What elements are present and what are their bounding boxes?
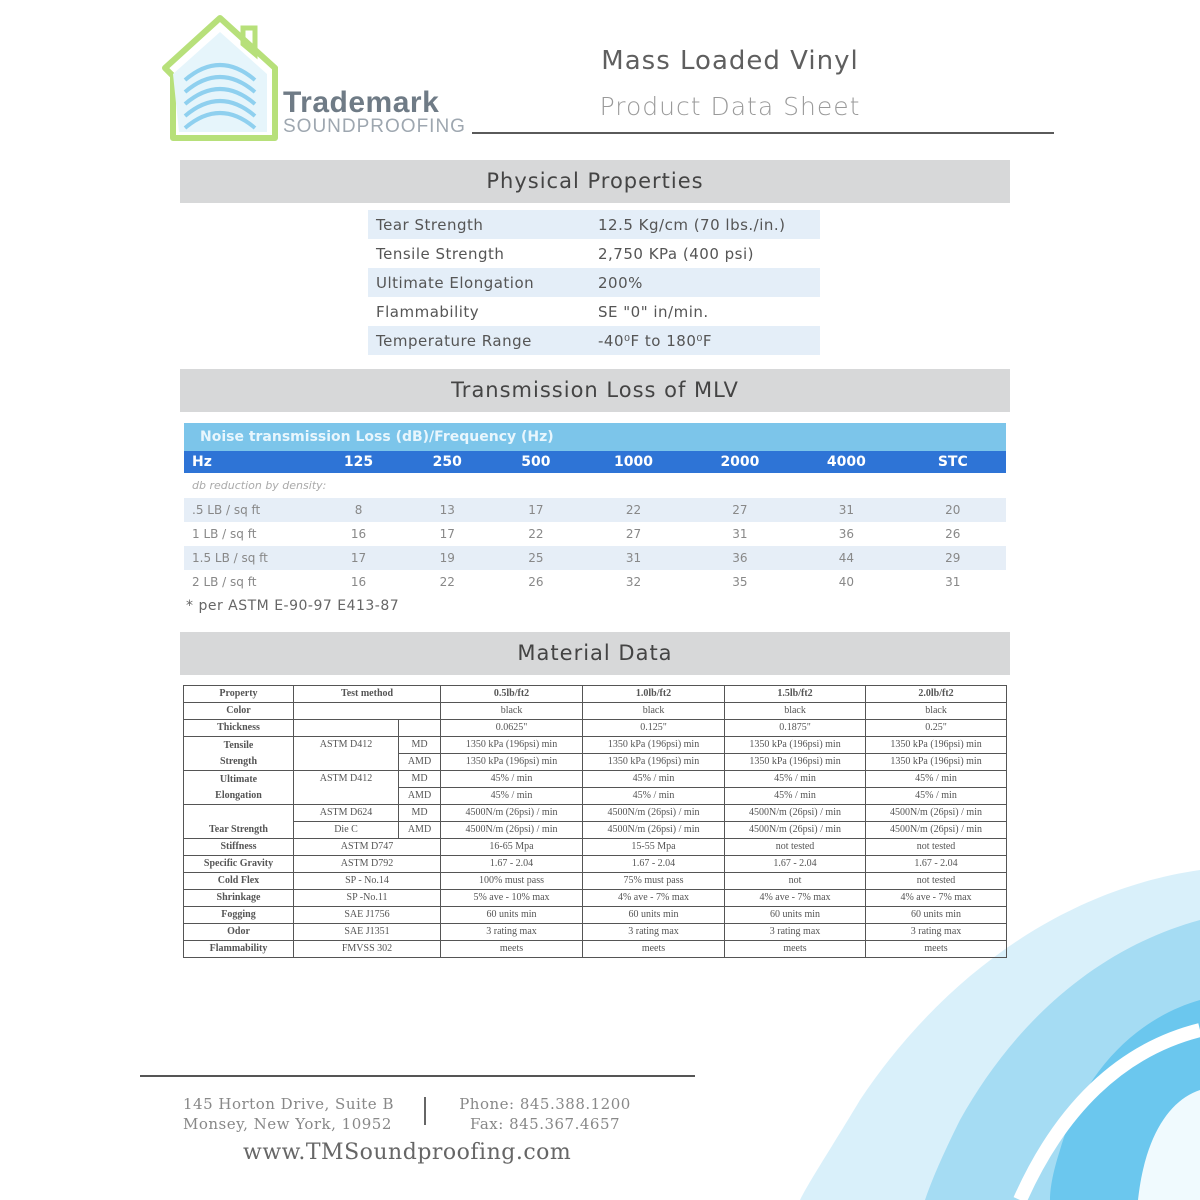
table-cell: 45% / min bbox=[725, 771, 866, 788]
column-header: Property bbox=[184, 686, 294, 703]
table-cell: 1350 kPa (196psi) min bbox=[583, 754, 725, 771]
astm-footnote: * per ASTM E-90-97 E413-87 bbox=[186, 598, 400, 614]
physical-properties-table bbox=[368, 210, 820, 355]
test-method: ASTM D412 bbox=[294, 771, 399, 805]
column-header: STC bbox=[937, 454, 968, 470]
table-cell: black bbox=[866, 703, 1007, 720]
table-cell: meets bbox=[441, 941, 583, 958]
table-cell: 45% / min bbox=[866, 788, 1007, 805]
column-header: 1000 bbox=[614, 454, 653, 470]
property-value: 12.5 Kg/cm (70 lbs./in.) bbox=[598, 215, 786, 234]
property-name: Flammability bbox=[376, 302, 480, 321]
address-line: 145 Horton Drive, Suite B bbox=[183, 1095, 394, 1113]
direction-cell bbox=[399, 720, 441, 737]
column-header: 125 bbox=[343, 454, 374, 470]
table-cell: 60 units min bbox=[583, 907, 725, 924]
property-label: Odor bbox=[184, 924, 294, 941]
table-cell: 19 bbox=[439, 551, 455, 565]
property-label: Color bbox=[184, 703, 294, 720]
property-label: Fogging bbox=[184, 907, 294, 924]
company-address bbox=[183, 1094, 394, 1134]
property-value: SE "0" in/min. bbox=[598, 302, 709, 321]
column-header: Test method bbox=[294, 686, 441, 703]
test-method: ASTM D624 bbox=[294, 805, 399, 822]
table-cell: 4500N/m (26psi) / min bbox=[725, 822, 866, 839]
table-cell: not bbox=[725, 873, 866, 890]
test-method: SP - No.14 bbox=[294, 873, 441, 890]
table-row bbox=[184, 839, 1007, 856]
table-row bbox=[184, 570, 1006, 594]
property-label: Specific Gravity bbox=[184, 856, 294, 873]
table-cell: 17 bbox=[528, 503, 544, 517]
label-line: Tensile bbox=[223, 739, 254, 751]
table-cell: 4% ave - 7% max bbox=[866, 890, 1007, 907]
table-cell: 25 bbox=[528, 551, 544, 565]
table-cell: 0.125" bbox=[583, 720, 725, 737]
phone-number: Phone: 845.388.1200 bbox=[459, 1095, 631, 1113]
table-cell: meets bbox=[583, 941, 725, 958]
table-cell: 16 bbox=[350, 527, 367, 541]
table-cell: 4500N/m (26psi) / min bbox=[441, 805, 583, 822]
document-title: Mass Loaded Vinyl bbox=[601, 46, 859, 76]
property-label: Shrinkage bbox=[184, 890, 294, 907]
property-value: 200% bbox=[598, 273, 643, 292]
density-label: 1.5 LB / sq ft bbox=[192, 551, 268, 565]
table-cell: black bbox=[583, 703, 725, 720]
table-cell: 5% ave - 10% max bbox=[441, 890, 583, 907]
property-row bbox=[368, 297, 820, 326]
table-row bbox=[184, 703, 1007, 720]
table-cell: 45% / min bbox=[441, 788, 583, 805]
footer-separator bbox=[424, 1097, 426, 1125]
direction-cell: MD bbox=[399, 771, 441, 788]
table-row bbox=[184, 805, 1007, 822]
table-row bbox=[184, 771, 1007, 788]
material-data-heading: Material Data bbox=[180, 632, 1010, 675]
address-line: Monsey, New York, 10952 bbox=[183, 1115, 392, 1133]
table-cell: 36 bbox=[838, 527, 854, 541]
property-row bbox=[368, 268, 820, 297]
test-method: ASTM D747 bbox=[294, 839, 441, 856]
table-cell: 31 bbox=[625, 551, 642, 565]
property-row bbox=[368, 210, 820, 239]
property-label: Tear Strength bbox=[184, 805, 294, 839]
test-method: SAE J1351 bbox=[294, 924, 441, 941]
property-name: Tensile Strength bbox=[376, 244, 505, 263]
table-row bbox=[184, 737, 1007, 754]
brand-text bbox=[283, 88, 466, 136]
table-cell: 22 bbox=[625, 503, 642, 517]
noise-table-subtitle: db reduction by density: bbox=[192, 479, 327, 492]
test-method: ASTM D412 bbox=[294, 737, 399, 771]
test-method: Die C bbox=[294, 822, 399, 839]
table-row bbox=[184, 890, 1007, 907]
property-value: -40⁰F to 180⁰F bbox=[598, 331, 713, 350]
table-cell: 8 bbox=[354, 503, 363, 517]
test-method bbox=[294, 703, 441, 720]
column-header: Hz bbox=[192, 454, 212, 470]
table-cell: 35 bbox=[732, 575, 748, 589]
table-cell: 1350 kPa (196psi) min bbox=[441, 737, 583, 754]
table-cell: 1350 kPa (196psi) min bbox=[725, 754, 866, 771]
table-row bbox=[184, 907, 1007, 924]
test-method: FMVSS 302 bbox=[294, 941, 441, 958]
table-cell: not tested bbox=[725, 839, 866, 856]
property-label: Thickness bbox=[184, 720, 294, 737]
table-cell: 16 bbox=[350, 575, 367, 589]
property-row bbox=[368, 239, 820, 268]
table-cell: 13 bbox=[439, 503, 455, 517]
table-cell: 4500N/m (26psi) / min bbox=[441, 822, 583, 839]
property-label: Cold Flex bbox=[184, 873, 294, 890]
table-cell: 31 bbox=[732, 527, 748, 541]
table-cell: 45% / min bbox=[725, 788, 866, 805]
table-cell: 36 bbox=[732, 551, 748, 565]
column-header: 2000 bbox=[720, 454, 760, 470]
direction-cell: MD bbox=[399, 805, 441, 822]
table-cell: 44 bbox=[838, 551, 854, 565]
table-cell: black bbox=[441, 703, 583, 720]
property-label bbox=[184, 771, 294, 805]
column-header: 0.5lb/ft2 bbox=[441, 686, 583, 703]
table-row bbox=[184, 941, 1007, 958]
density-label: 1 LB / sq ft bbox=[192, 527, 257, 541]
transmission-loss-heading: Transmission Loss of MLV bbox=[180, 369, 1010, 412]
table-row bbox=[184, 522, 1006, 546]
column-header: 250 bbox=[432, 454, 462, 470]
table-cell: 17 bbox=[350, 551, 367, 565]
table-cell: 4% ave - 7% max bbox=[725, 890, 866, 907]
house-logo-icon bbox=[155, 10, 285, 145]
table-cell: 29 bbox=[945, 551, 961, 565]
column-header: 1.0lb/ft2 bbox=[583, 686, 725, 703]
table-cell: 3 rating max bbox=[441, 924, 583, 941]
table-cell: 27 bbox=[625, 527, 642, 541]
table-cell: 0.0625" bbox=[441, 720, 583, 737]
footer-divider bbox=[140, 1075, 695, 1077]
table-cell: not tested bbox=[866, 873, 1007, 890]
table-cell: 75% must pass bbox=[583, 873, 725, 890]
table-cell: 1.67 - 2.04 bbox=[441, 856, 583, 873]
table-cell: 100% must pass bbox=[441, 873, 583, 890]
noise-table-header bbox=[184, 451, 1006, 473]
property-name: Tear Strength bbox=[376, 215, 484, 234]
table-cell: 3 rating max bbox=[583, 924, 725, 941]
table-row bbox=[184, 924, 1007, 941]
table-cell: 15-55 Mpa bbox=[583, 839, 725, 856]
table-cell: 0.25" bbox=[866, 720, 1007, 737]
direction-cell: AMD bbox=[399, 788, 441, 805]
table-cell: 27 bbox=[732, 503, 748, 517]
table-cell: 20 bbox=[945, 503, 961, 517]
test-method: SAE J1756 bbox=[294, 907, 441, 924]
property-name: Ultimate Elongation bbox=[376, 273, 535, 292]
company-contact bbox=[440, 1094, 650, 1134]
table-cell: 4% ave - 7% max bbox=[583, 890, 725, 907]
table-cell: 26 bbox=[528, 575, 544, 589]
test-method: ASTM D792 bbox=[294, 856, 441, 873]
table-cell: 45% / min bbox=[441, 771, 583, 788]
direction-cell: AMD bbox=[399, 754, 441, 771]
table-cell: 22 bbox=[528, 527, 544, 541]
table-row bbox=[184, 822, 1007, 839]
table-row bbox=[184, 873, 1007, 890]
property-value: 2,750 KPa (400 psi) bbox=[598, 244, 754, 263]
table-cell: 1.67 - 2.04 bbox=[725, 856, 866, 873]
column-header: 4000 bbox=[826, 454, 866, 470]
table-cell: meets bbox=[725, 941, 866, 958]
table-cell: 45% / min bbox=[583, 788, 725, 805]
table-cell: 32 bbox=[625, 575, 642, 589]
table-cell: 1350 kPa (196psi) min bbox=[725, 737, 866, 754]
property-name: Temperature Range bbox=[376, 331, 532, 350]
column-header: 500 bbox=[521, 454, 551, 470]
noise-transmission-table bbox=[184, 423, 1006, 594]
table-cell: 1.67 - 2.04 bbox=[866, 856, 1007, 873]
physical-properties-heading: Physical Properties bbox=[180, 160, 1010, 203]
table-cell: 16-65 Mpa bbox=[441, 839, 583, 856]
table-row bbox=[184, 856, 1007, 873]
website-link[interactable]: www.TMSoundproofing.com bbox=[243, 1140, 572, 1165]
table-cell: 60 units min bbox=[866, 907, 1007, 924]
table-cell: meets bbox=[866, 941, 1007, 958]
table-cell: 1350 kPa (196psi) min bbox=[866, 754, 1007, 771]
table-cell: 31 bbox=[838, 503, 854, 517]
table-cell: 4500N/m (26psi) / min bbox=[583, 805, 725, 822]
document-subtitle: Product Data Sheet bbox=[599, 92, 861, 121]
table-cell: 0.1875" bbox=[725, 720, 866, 737]
table-cell: 1.67 - 2.04 bbox=[583, 856, 725, 873]
test-method bbox=[294, 720, 399, 737]
table-cell: 60 units min bbox=[441, 907, 583, 924]
property-label: Flammability bbox=[184, 941, 294, 958]
table-cell: 17 bbox=[439, 527, 455, 541]
property-label bbox=[184, 737, 294, 771]
property-row bbox=[368, 326, 820, 355]
table-row bbox=[184, 720, 1007, 737]
density-label: 2 LB / sq ft bbox=[192, 575, 257, 589]
label-line: Strength bbox=[219, 755, 258, 767]
table-cell: 1350 kPa (196psi) min bbox=[866, 737, 1007, 754]
table-cell: 45% / min bbox=[583, 771, 725, 788]
table-cell: 1350 kPa (196psi) min bbox=[583, 737, 725, 754]
property-label: Stiffness bbox=[184, 839, 294, 856]
table-cell: 26 bbox=[945, 527, 961, 541]
direction-cell: AMD bbox=[399, 822, 441, 839]
brand-subtitle: SOUNDPROOFING bbox=[283, 116, 466, 137]
table-cell: black bbox=[725, 703, 866, 720]
table-cell: 4500N/m (26psi) / min bbox=[866, 805, 1007, 822]
density-label: .5 LB / sq ft bbox=[192, 503, 261, 517]
direction-cell: MD bbox=[399, 737, 441, 754]
table-cell: 4500N/m (26psi) / min bbox=[725, 805, 866, 822]
table-cell: 4500N/m (26psi) / min bbox=[866, 822, 1007, 839]
table-cell: 40 bbox=[838, 575, 854, 589]
table-cell: not tested bbox=[866, 839, 1007, 856]
table-row bbox=[184, 498, 1006, 522]
test-method: SP -No.11 bbox=[294, 890, 441, 907]
table-cell: 3 rating max bbox=[725, 924, 866, 941]
table-cell: 1350 kPa (196psi) min bbox=[441, 754, 583, 771]
table-header-row bbox=[184, 686, 1007, 703]
fax-number: Fax: 845.367.4657 bbox=[469, 1115, 621, 1133]
table-cell: 22 bbox=[439, 575, 455, 589]
table-row bbox=[184, 546, 1006, 570]
column-header: 2.0lb/ft2 bbox=[866, 686, 1007, 703]
column-header: 1.5lb/ft2 bbox=[725, 686, 866, 703]
label-line: Elongation bbox=[215, 789, 262, 801]
label-line: Ultimate bbox=[219, 773, 258, 785]
table-cell: 31 bbox=[945, 575, 961, 589]
table-cell: 4500N/m (26psi) / min bbox=[583, 822, 725, 839]
noise-table-title: Noise transmission Loss (dB)/Frequency (Hz) bbox=[184, 423, 1006, 451]
title-divider bbox=[472, 132, 1054, 134]
brand-name: Trademark bbox=[283, 86, 440, 119]
table-cell: 3 rating max bbox=[866, 924, 1007, 941]
material-data-table bbox=[183, 685, 1007, 958]
table-cell: 60 units min bbox=[725, 907, 866, 924]
table-cell: 45% / min bbox=[866, 771, 1007, 788]
